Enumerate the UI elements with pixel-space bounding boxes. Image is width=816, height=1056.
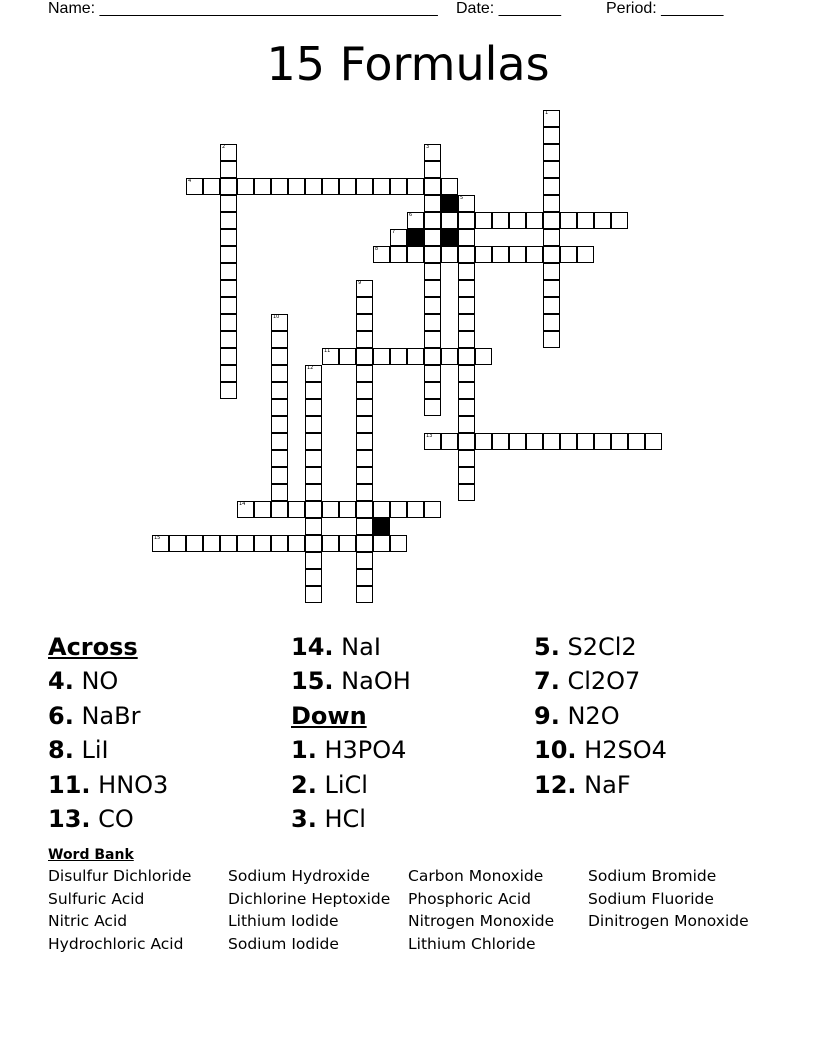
grid-cell[interactable] [288,178,305,195]
grid-cell[interactable] [271,535,288,552]
grid-cell[interactable] [254,501,271,518]
grid-cell[interactable] [424,161,441,178]
grid-cell[interactable] [271,399,288,416]
word-bank-item: Carbon Monoxide [408,867,544,885]
grid-cell[interactable] [254,535,271,552]
grid-cell[interactable] [441,433,458,450]
grid-cell[interactable] [458,212,475,229]
clue-across-6: 6. NaBr [48,701,141,730]
grid-cell[interactable] [356,382,373,399]
grid-cell[interactable] [458,280,475,297]
grid-cell[interactable] [424,263,441,280]
grid-cell[interactable] [424,348,441,365]
clue-number-13: 13 [426,433,433,439]
word-bank-row [48,933,768,956]
word-bank-item: Sodium Fluoride [588,889,714,908]
word-bank-row [48,888,768,911]
grid-cell[interactable] [356,399,373,416]
grid-cell[interactable] [424,195,441,212]
grid-cell[interactable] [543,161,560,178]
clue-across-14: 14. NaI [291,633,381,661]
word-bank-title: Word Bank [48,847,134,863]
grid-cell[interactable] [543,246,560,263]
grid-cell[interactable] [424,399,441,416]
grid-cell[interactable] [543,433,560,450]
grid-cell[interactable] [407,178,424,195]
grid-cell[interactable] [526,212,543,229]
grid-cell[interactable] [424,178,441,195]
blocked-cell [373,518,390,535]
grid-cell[interactable] [458,297,475,314]
grid-cell[interactable] [424,331,441,348]
word-bank-item: Sulfuric Acid [48,889,145,908]
grid-cell[interactable] [475,246,492,263]
grid-cell[interactable] [305,518,322,535]
grid-cell[interactable] [543,178,560,195]
clue-down-9: 9. N2O [534,701,620,730]
grid-cell[interactable] [356,331,373,348]
grid-cell[interactable] [220,212,237,229]
grid-cell[interactable] [186,535,203,552]
grid-cell[interactable] [407,501,424,518]
clue-down-3: 3. HCl [291,804,366,833]
grid-cell[interactable] [458,331,475,348]
grid-cell[interactable] [458,229,475,246]
grid-cell[interactable] [356,535,373,552]
word-bank-item: Sodium Bromide [588,867,717,885]
word-bank-row [48,865,768,888]
grid-cell[interactable] [526,246,543,263]
grid-cell[interactable] [475,348,492,365]
clue-number-10: 10 [273,314,280,320]
grid-cell[interactable] [424,297,441,314]
down-heading: Down [291,701,367,730]
clue-across-4: 4. NO [48,667,119,696]
grid-cell[interactable] [305,416,322,433]
date-field[interactable]: Date: _______ [456,0,561,17]
grid-cell[interactable] [220,348,237,365]
grid-cell[interactable] [560,246,577,263]
grid-cell[interactable] [577,212,594,229]
clue-down-7: 7. Cl2O7 [534,667,641,696]
word-bank [48,845,768,955]
grid-cell[interactable] [373,501,390,518]
grid-cell[interactable] [441,178,458,195]
grid-cell[interactable] [543,229,560,246]
grid-cell[interactable] [509,212,526,229]
grid-cell[interactable] [271,433,288,450]
grid-cell[interactable] [322,501,339,518]
grid-cell[interactable] [475,212,492,229]
grid-cell[interactable] [458,382,475,399]
grid-cell[interactable] [271,382,288,399]
grid-cell[interactable] [543,144,560,161]
grid-cell[interactable] [271,331,288,348]
grid-cell[interactable] [288,501,305,518]
word-bank-item: Hydrochloric Acid [48,934,184,953]
clue-across-15: 15. NaOH [291,667,411,696]
word-bank-item: Lithium Chloride [408,934,536,953]
grid-cell[interactable] [424,212,441,229]
grid-cell[interactable] [271,365,288,382]
grid-cell[interactable] [543,212,560,229]
grid-cell[interactable] [220,178,237,195]
grid-cell[interactable] [339,535,356,552]
clue-number-3: 3 [426,144,430,150]
grid-cell[interactable] [526,433,543,450]
grid-cell[interactable] [458,246,475,263]
grid-cell[interactable] [492,212,509,229]
grid-cell[interactable] [356,569,373,586]
period-field[interactable]: Period: _______ [606,0,724,17]
name-field[interactable]: Name: ______________________________________ [48,0,438,17]
student-info-header [48,0,768,20]
grid-cell[interactable] [645,433,662,450]
clue-across-8: 8. LiI [48,736,109,765]
grid-cell[interactable] [458,467,475,484]
grid-cell[interactable] [407,246,424,263]
grid-cell[interactable] [611,433,628,450]
grid-cell[interactable] [356,484,373,501]
clue-number-8: 8 [375,246,379,252]
grid-cell[interactable] [441,348,458,365]
grid-cell[interactable] [458,365,475,382]
grid-cell[interactable] [509,433,526,450]
word-bank-item: Dinitrogen Monoxide [588,912,749,931]
word-bank-item: Disulfur Dichloride [48,867,192,885]
clue-number-11: 11 [324,348,331,354]
grid-cell[interactable] [560,212,577,229]
grid-cell[interactable] [356,178,373,195]
grid-cell[interactable] [237,535,254,552]
grid-cell[interactable] [339,348,356,365]
word-bank-row [48,910,768,933]
clue-number-7: 7 [392,229,396,235]
grid-cell[interactable] [543,314,560,331]
word-bank-item: Phosphoric Acid [408,889,532,908]
grid-cell[interactable] [305,501,322,518]
blocked-cell [441,229,458,246]
grid-cell[interactable] [305,586,322,603]
clue-down-10: 10. H2SO4 [534,736,667,765]
clue-number-14: 14 [239,501,246,507]
word-bank-item: Sodium Hydroxide [228,867,370,885]
grid-cell[interactable] [339,501,356,518]
grid-cell[interactable] [356,365,373,382]
grid-cell[interactable] [203,535,220,552]
grid-cell[interactable] [543,195,560,212]
grid-cell[interactable] [373,178,390,195]
grid-cell[interactable] [356,416,373,433]
clue-number-4: 4 [188,178,192,184]
grid-cell[interactable] [424,229,441,246]
clue-column-1 [48,630,168,836]
grid-cell[interactable] [424,246,441,263]
grid-cell[interactable] [441,246,458,263]
word-bank-item: Dichlorine Heptoxide [228,889,391,908]
grid-cell[interactable] [356,586,373,603]
grid-cell[interactable] [424,314,441,331]
grid-cell[interactable] [220,161,237,178]
grid-cell[interactable] [458,399,475,416]
grid-cell[interactable] [356,518,373,535]
clue-number-5: 5 [460,195,464,201]
clue-down-1: 1. H3PO4 [291,736,407,765]
grid-cell[interactable] [543,297,560,314]
grid-cell[interactable] [356,433,373,450]
grid-cell[interactable] [305,484,322,501]
grid-cell[interactable] [356,297,373,314]
clue-number-1: 1 [545,110,549,116]
grid-cell[interactable] [390,246,407,263]
grid-cell[interactable] [390,535,407,552]
grid-cell[interactable] [356,552,373,569]
grid-cell[interactable] [220,297,237,314]
blocked-cell [441,195,458,212]
grid-cell[interactable] [577,433,594,450]
grid-cell[interactable] [390,348,407,365]
clue-column-3 [534,630,667,802]
grid-cell[interactable] [611,212,628,229]
grid-cell[interactable] [305,433,322,450]
grid-cell[interactable] [492,433,509,450]
grid-cell[interactable] [271,348,288,365]
grid-cell[interactable] [220,382,237,399]
grid-cell[interactable] [322,178,339,195]
grid-cell[interactable] [560,433,577,450]
grid-cell[interactable] [492,246,509,263]
grid-cell[interactable] [305,569,322,586]
grid-cell[interactable] [356,467,373,484]
grid-cell[interactable] [254,178,271,195]
clue-across-11: 11. HNO3 [48,770,169,799]
grid-cell[interactable] [220,365,237,382]
grid-cell[interactable] [475,433,492,450]
grid-cell[interactable] [271,501,288,518]
grid-cell[interactable] [271,467,288,484]
grid-cell[interactable] [390,501,407,518]
grid-cell[interactable] [356,501,373,518]
grid-cell[interactable] [271,450,288,467]
clue-number-2: 2 [222,144,226,150]
clue-number-15: 15 [154,535,161,541]
grid-cell[interactable] [458,348,475,365]
grid-cell[interactable] [220,263,237,280]
grid-cell[interactable] [220,229,237,246]
clue-across-13: 13. CO [48,804,134,833]
grid-cell[interactable] [594,433,611,450]
clue-down-12: 12. NaF [534,770,631,799]
word-bank-item: Sodium Iodide [228,934,339,953]
word-bank-list [48,865,768,955]
grid-cell[interactable] [305,552,322,569]
clue-column-2 [291,630,411,836]
grid-cell[interactable] [220,331,237,348]
word-bank-item: Nitrogen Monoxide [408,912,555,931]
grid-cell[interactable] [203,178,220,195]
grid-cell[interactable] [543,280,560,297]
clue-down-2: 2. LiCl [291,770,368,799]
grid-cell[interactable] [509,246,526,263]
grid-cell[interactable] [543,331,560,348]
grid-cell[interactable] [356,348,373,365]
grid-cell[interactable] [543,127,560,144]
grid-cell[interactable] [424,280,441,297]
grid-cell[interactable] [220,280,237,297]
grid-cell[interactable] [220,195,237,212]
grid-cell[interactable] [543,263,560,280]
grid-cell[interactable] [271,178,288,195]
word-bank-item: Nitric Acid [48,912,128,931]
across-heading: Across [48,633,138,661]
clue-down-5: 5. S2Cl2 [534,633,637,661]
grid-cell[interactable] [458,484,475,501]
grid-cell[interactable] [237,178,254,195]
grid-cell[interactable] [322,535,339,552]
grid-cell[interactable] [373,535,390,552]
grid-cell[interactable] [220,535,237,552]
grid-cell[interactable] [407,348,424,365]
grid-cell[interactable] [628,433,645,450]
grid-cell[interactable] [458,263,475,280]
grid-cell[interactable] [339,178,356,195]
blocked-cell [407,229,424,246]
grid-cell[interactable] [458,314,475,331]
word-bank-item: Lithium Iodide [228,912,339,931]
grid-cell[interactable] [577,246,594,263]
grid-cell[interactable] [373,348,390,365]
grid-cell[interactable] [305,382,322,399]
grid-cell[interactable] [594,212,611,229]
grid-cell[interactable] [220,246,237,263]
grid-cell[interactable] [458,416,475,433]
grid-cell[interactable] [271,484,288,501]
grid-cell[interactable] [305,178,322,195]
grid-cell[interactable] [271,416,288,433]
grid-cell[interactable] [305,450,322,467]
grid-cell[interactable] [390,178,407,195]
grid-cell[interactable] [441,212,458,229]
grid-cell[interactable] [458,450,475,467]
grid-cell[interactable] [305,399,322,416]
grid-cell[interactable] [356,314,373,331]
grid-cell[interactable] [288,535,305,552]
grid-cell[interactable] [424,501,441,518]
grid-cell[interactable] [305,467,322,484]
clue-number-6: 6 [409,212,413,218]
grid-cell[interactable] [424,382,441,399]
clue-number-9: 9 [358,280,362,286]
grid-cell[interactable] [305,535,322,552]
grid-cell[interactable] [356,450,373,467]
grid-cell[interactable] [424,365,441,382]
puzzle-title: 15 Formulas [266,37,550,91]
grid-cell[interactable] [169,535,186,552]
clue-number-12: 12 [307,365,314,371]
grid-cell[interactable] [220,314,237,331]
grid-cell[interactable] [458,433,475,450]
